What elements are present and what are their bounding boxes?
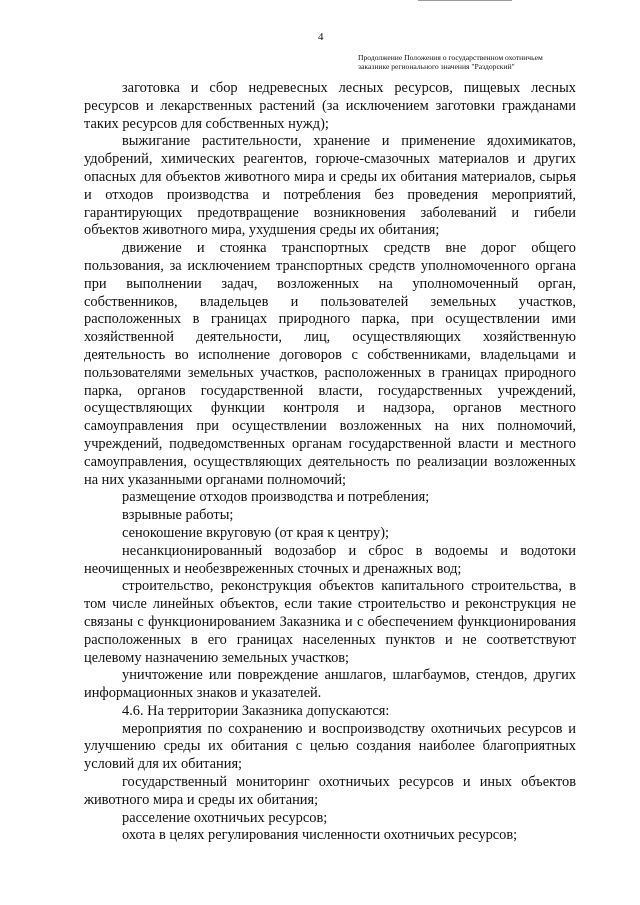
paragraph-burning-chemicals: выжигание растительности, хранение и применение ядохимикатов, удобрений, химических реагентов, горюче-смазочных материалов и других опасных для объектов животного мира и среды их обитания материалов, сырья и отходов производства и потребления без проведения мероприятий, гарантирующих предотвращение возникновения заболеваний и гибели объектов животного мира, ухудшения среды их обитания; <box>84 133 576 239</box>
paragraph-hunting: охота в целях регулирования численности охотничьих ресурсов; <box>122 827 518 844</box>
paragraph-monitoring: государственный мониторинг охотничьих ресурсов и иных объектов животного мира и среды их обитания; <box>84 774 576 808</box>
document-body <box>84 80 576 845</box>
paragraph-harvesting: заготовка и сбор недревесных лесных ресурсов, пищевых лесных ресурсов и лекарственных растений (за исключением заготовки гражданами таких ресурсов для собственных нужд); <box>84 80 576 132</box>
paragraph-mowing: сенокошение вкруговую (от края к центру); <box>122 524 390 541</box>
paragraph-conservation: мероприятия по сохранению и воспроизводству охотничьих ресурсов и улучшению среды их обитания с целью создания наиболее благоприятных условий для их обитания; <box>84 720 576 773</box>
section-heading-4-6: 4.6. На территории Заказника допускаются: <box>122 702 390 719</box>
page-number: 4 <box>318 31 324 43</box>
running-header-line-1: Продолжение Положения о государственном охотничьем <box>358 53 543 62</box>
paragraph-resettlement: расселение охотничьих ресурсов; <box>122 809 328 826</box>
paragraph-signs: уничтожение или повреждение аншлагов, шлагбаумов, стендов, других информационных знаков и указателей. <box>84 667 576 702</box>
running-header-line-2: заказнике регионального значения "Раздорский" <box>358 62 515 71</box>
paragraph-water-intake: несанкционированный водозабор и сброс в водоемы и водотоки неочищенных и необезвреженных сточных и дренажных вод; <box>84 542 576 577</box>
paragraph-construction: строительство, реконструкция объектов капитального строительства, в том числе линейных объектов, если такие строительство и реконструкция не связаны с функционированием Заказника и с обеспечением функционирования расположенных в его границах населенных пунктов и не соответствуют целевому назначению земельных участков; <box>84 578 576 666</box>
paragraph-blasting: взрывные работы; <box>122 507 234 524</box>
paragraph-vehicles: движение и стоянка транспортных средств вне дорог общего пользования, за исключением транспортных средств уполномоченного органа при выполнении задач, возложенных на уполномоченный орган, собственников, владельцев и пользователей земельных участков, расположенных в границах природного парка, при осуществлении ими хозяйственной деятельности, лиц, осуществляющих хозяйственную деятельность во исполнение договоров с собственниками, владельцами и пользователями земельных участков, расположенных в границах природного парка, органов государственной власти, государственных учреждений, осуществляющих функции контроля и надзора, органов местного самоуправления при осуществлении возложенных на них полномочий, учреждений, подведомственных органам государственной власти и местного самоуправления, осуществляющих деятельность по реализации возложенных на них указанными органами полномочий; <box>84 240 576 488</box>
paragraph-waste: размещение отходов производства и потребления; <box>122 489 430 506</box>
running-header <box>358 53 588 71</box>
top-edge-mark <box>418 0 512 1</box>
